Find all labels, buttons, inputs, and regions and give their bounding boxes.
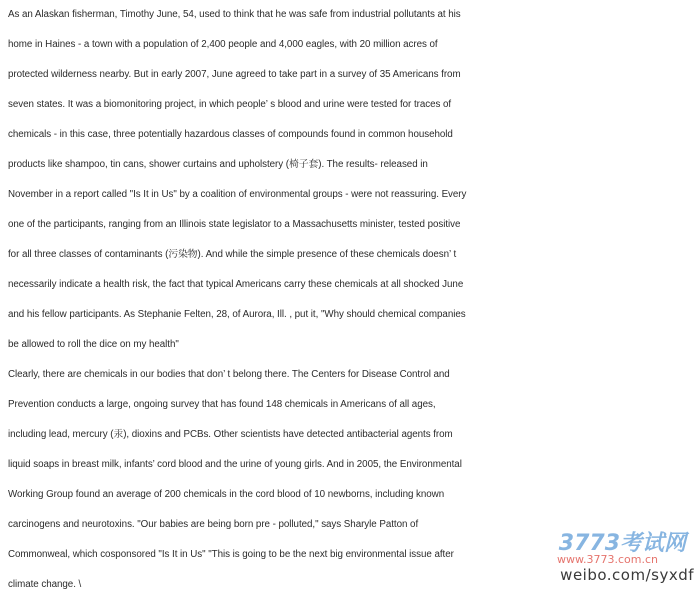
watermark-site: www.3773.com.cn	[557, 553, 658, 566]
text-line-16: liquid soaps in breast milk, infants’ cord blood and the urine of young girls. And in 2005, the Environmental	[8, 459, 462, 470]
text-line-6: products like shampoo, tin cans, shower curtains and upholstery (椅子套). The results- released in	[8, 159, 428, 170]
watermark-logo: 3773考试网	[558, 531, 686, 556]
text-line-8: one of the participants, ranging from an Illinois state legislator to a Massachusetts minister, tested positive	[8, 219, 461, 230]
text-line-18: carcinogens and neurotoxins. "Our babies are being born pre - polluted," says Sharyle Patton of	[8, 519, 419, 530]
text-line-15: including lead, mercury (汞), dioxins and PCBs. Other scientists have detected antibacterial agents from	[8, 429, 453, 440]
watermark-weibo: weibo.com/syxdf	[560, 566, 694, 584]
text-line-19: Commonweal, which cosponsored "Is It in Us" "This is going to be the next big environmental issue after	[8, 549, 454, 560]
text-line-7: November in a report called "Is It in Us" by a coalition of environmental groups - were not reassuring. Every	[8, 189, 467, 200]
text-line-9: for all three classes of contaminants (污染物). And while the simple presence of these chemicals doesn’ t	[8, 249, 457, 260]
text-line-20: climate change. \	[8, 579, 82, 590]
text-line-14: Prevention conducts a large, ongoing survey that has found 148 chemicals in Americans of all ages,	[8, 399, 436, 410]
text-line-3: protected wilderness nearby. But in early 2007, June agreed to take part in a survey of 35 Americans from	[8, 69, 461, 80]
text-line-5: chemicals - in this case, three potentially hazardous classes of compounds found in common household	[8, 129, 453, 140]
article-text	[8, 0, 698, 600]
text-line-13: Clearly, there are chemicals in our bodies that don’ t belong there. The Centers for Disease Control and	[8, 369, 450, 380]
text-line-1: As an Alaskan fisherman, Timothy June, 54, used to think that he was safe from industrial pollutants at his	[8, 9, 461, 20]
text-line-17: Working Group found an average of 200 chemicals in the cord blood of 10 newborns, including known	[8, 489, 445, 500]
text-line-12: be allowed to roll the dice on my health"	[8, 339, 179, 350]
text-line-11: and his fellow participants. As Stephanie Felten, 28, of Aurora, Ill. , put it, "Why should chemical companies	[8, 309, 466, 320]
text-line-4: seven states. It was a biomonitoring project, in which people’ s blood and urine were tested for traces of	[8, 99, 452, 110]
text-line-2: home in Haines - a town with a population of 2,400 people and 4,000 eagles, with 20 million acres of	[8, 39, 438, 50]
text-line-10: necessarily indicate a health risk, the fact that typical Americans carry these chemicals at all shocked June	[8, 279, 464, 290]
